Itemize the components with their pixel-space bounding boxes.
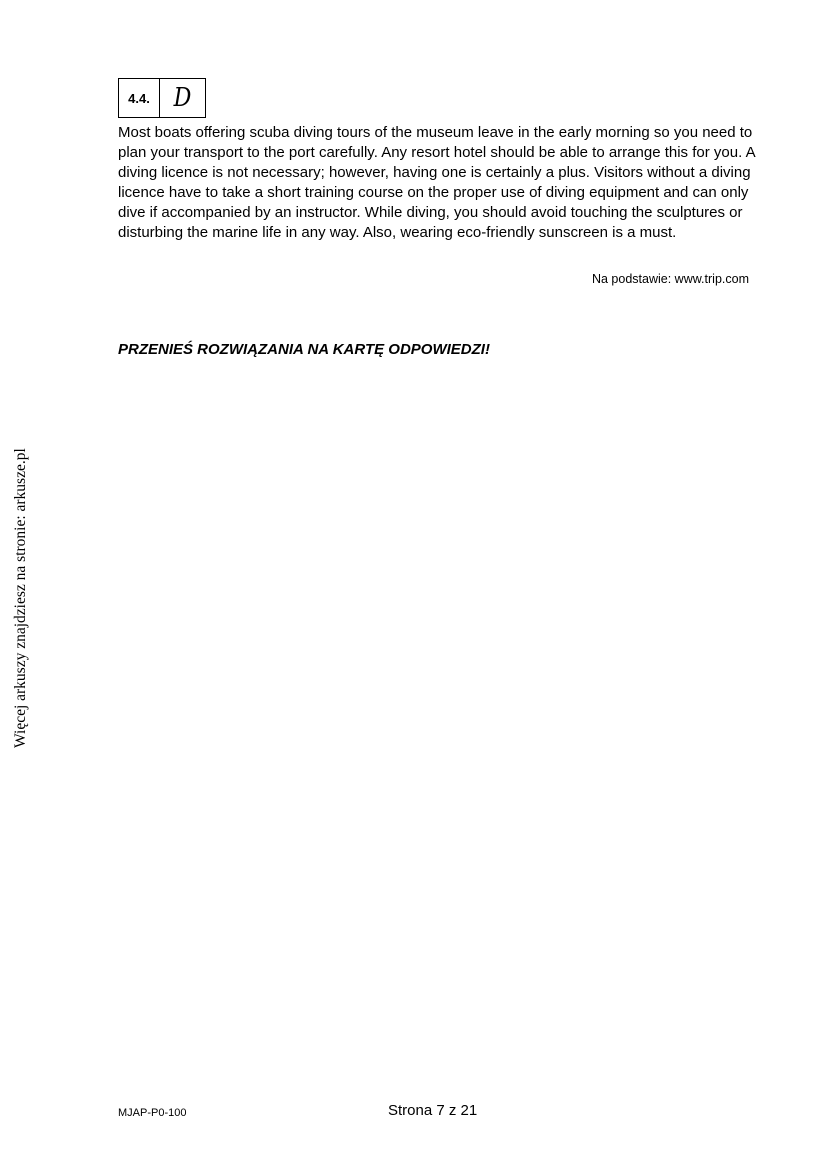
side-watermark-text: Więcej arkuszy znajdziesz na stronie: arkusze.pl	[12, 448, 29, 748]
exam-code: MJAP-P0-100	[118, 1107, 187, 1119]
handwritten-answer: D	[173, 83, 192, 113]
page-number: Strona 7 z 21	[388, 1102, 478, 1119]
task-answer-box	[118, 78, 206, 118]
source-citation: Na podstawie: www.trip.com	[591, 272, 749, 286]
task-number: 4.4.	[119, 79, 160, 117]
transfer-instruction: PRZENIEŚ ROZWIĄZANIA NA KARTĘ ODPOWIEDZI!	[118, 341, 490, 358]
reading-passage: Most boats offering scuba diving tours of the museum leave in the early morning so you need to plan your transport to the port carefully. Any resort hotel should be able to arrange this for you. A diving licence is not necessary; however, having one is certainly a plus. Visitors without a diving licence have to take a short training course on the proper use of diving equipment and can only dive if accompanied by an instructor. While diving, you should avoid touching the sculptures or disturbing the marine life in any way. Also, wearing eco-friendly sunscreen is a must.	[118, 124, 755, 241]
